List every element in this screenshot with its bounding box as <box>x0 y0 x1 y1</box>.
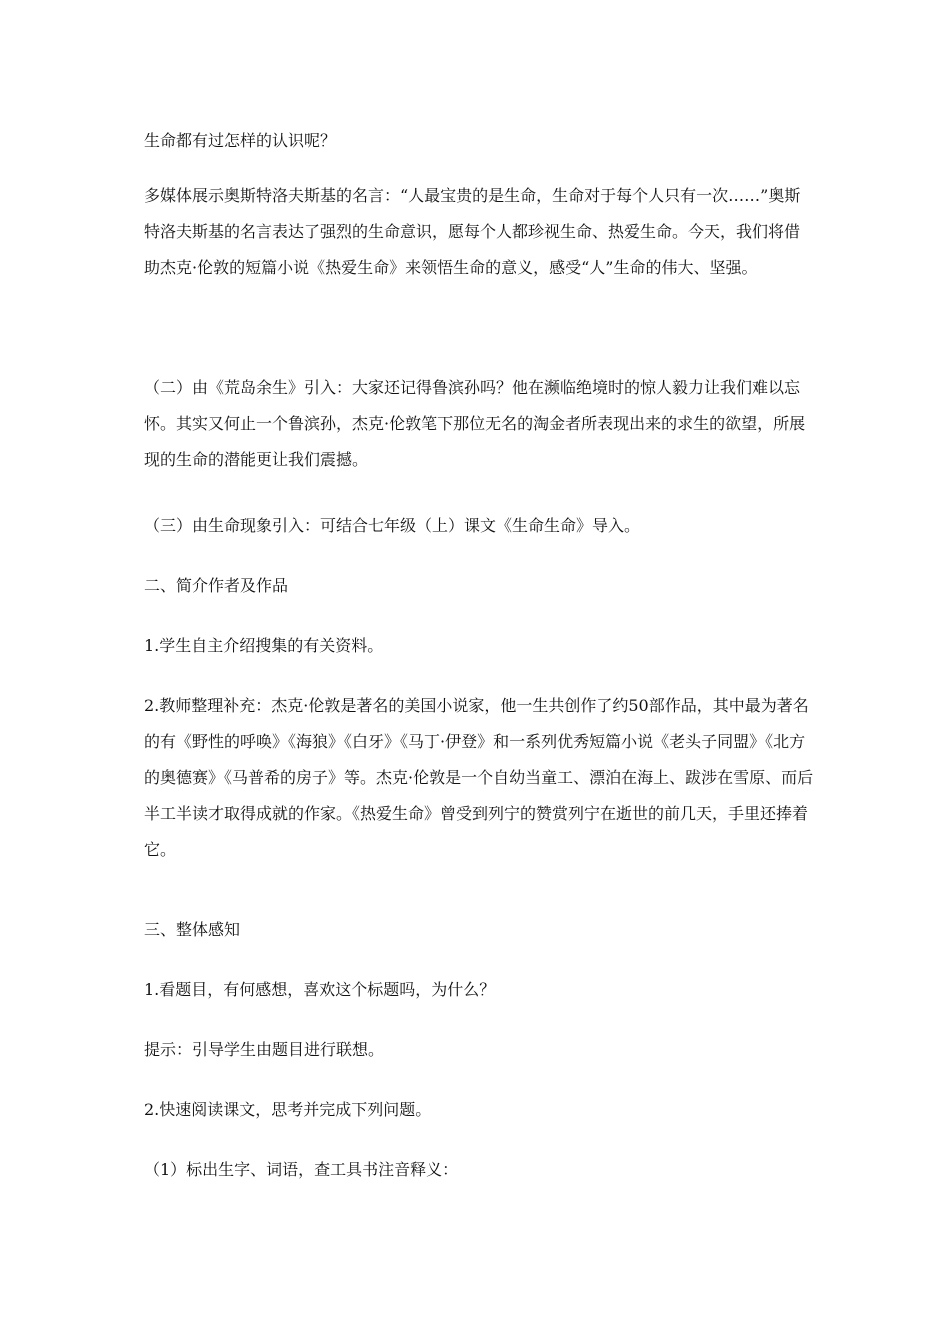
paragraph-item-1: 1.学生自主介绍搜集的有关资料。 <box>144 636 384 655</box>
paragraph-quote: 多媒体展示奥斯特洛夫斯基的名言：“人最宝贵的是生命，生命对于每个人只有一次……”奥斯特洛夫斯基的名言表达了强烈的生命意识，愿每个人都珍视生命、热爱生命。今天，我们将借助杰克·伦敦的短篇小说《热爱生命》来领悟生命的意义，感受“人”生命的伟大、坚强。 <box>144 186 801 277</box>
paragraph-section-3: （三）由生命现象引入：可结合七年级（上）课文《生命生命》导入。 <box>144 516 641 535</box>
paragraph-fast-reading: 2.快速阅读课文，思考并完成下列问题。 <box>144 1100 432 1119</box>
paragraph-section-2: （二）由《荒岛余生》引入：大家还记得鲁滨孙吗？他在濒临绝境时的惊人毅力让我们难以忘怀。其实又何止一个鲁滨孙，杰克·伦敦笔下那位无名的淘金者所表现出来的求生的欲望，所展现的生命的潜能更让我们震撼。 <box>144 378 806 469</box>
paragraph-title-question: 1.看题目，有何感想，喜欢这个标题吗，为什么？ <box>144 980 496 999</box>
heading-author-works: 二、简介作者及作品 <box>144 576 289 595</box>
heading-overall-perception: 三、整体感知 <box>144 920 241 939</box>
paragraph-intro-question: 生命都有过怎样的认识呢？ <box>144 131 337 150</box>
paragraph-item-2: 2.教师整理补充：杰克·伦敦是著名的美国小说家，他一生共创作了约50部作品，其中最为著名的有《野性的呼唤》《海狼》《白牙》《马丁·伊登》和一系列优秀短篇小说《老头子同盟》《北方的奥德赛》《马普希的房子》等。杰克·伦敦是一个自幼当童工、漂泊在海上、跋涉在雪原、而后半工半读才取得成就的作家。《热爱生命》曾受到列宁的赞赏列宁在逝世的前几天，手里还捧着它。 <box>144 696 814 859</box>
paragraph-sub-item-1: （1）标出生字、词语，查工具书注音释义： <box>144 1160 459 1179</box>
paragraph-hint: 提示：引导学生由题目进行联想。 <box>144 1040 385 1059</box>
